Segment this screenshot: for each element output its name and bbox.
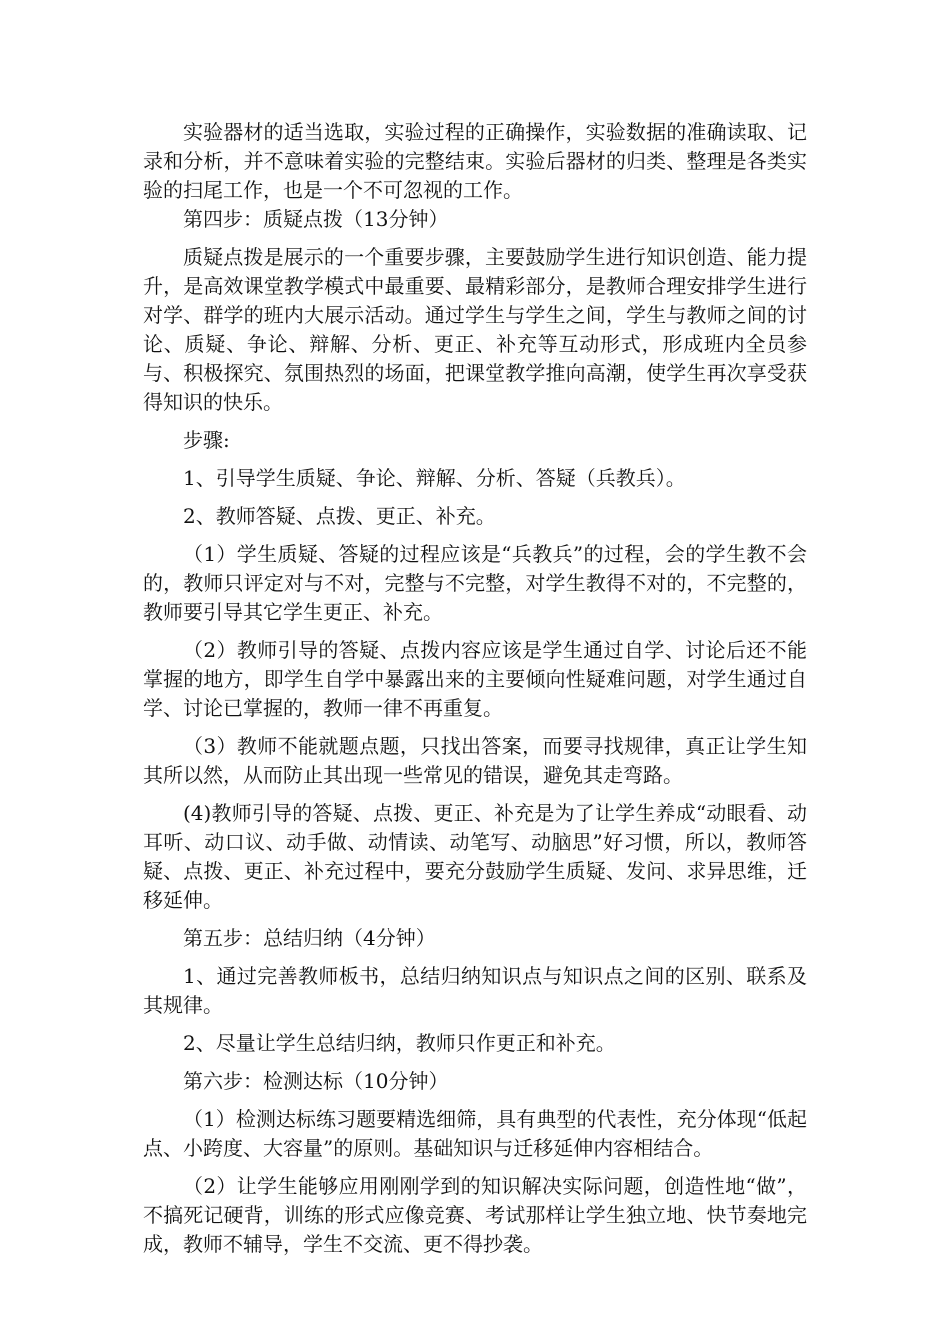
heading-step-four: 第四步：质疑点拨（13分钟） bbox=[183, 207, 449, 231]
paragraph-steps-label: 步骤: bbox=[183, 428, 230, 452]
paragraph-point-2: （2）教师引导的答疑、点拨内容应该是学生通过自学、讨论后还不能掌握的地方，即学生自学中暴露出来的主要倾向性疑难问题，对学生通过自学、讨论已掌握的，教师一律不再重复。 bbox=[143, 638, 807, 720]
paragraph-point-1: （1）学生质疑、答疑的过程应该是“兵教兵”的过程，会的学生教不会的，教师只评定对与不对，完整与不完整，对学生教得不对的，不完整的，教师要引导其它学生更正、补充。 bbox=[143, 542, 807, 624]
paragraph-point-4: (4)教师引导的答疑、点拨、更正、补充是为了让学生养成“动眼看、动耳听、动口议、动手做、动情读、动笔写、动脑思”好习惯，所以，教师答疑、点拨、更正、补充过程中，要充分鼓励学生质疑、发问、求异思维，迁移延伸。 bbox=[143, 801, 807, 912]
list-item-summary-1: 1、通过完善教师板书，总结归纳知识点与知识点之间的区别、联系及其规律。 bbox=[143, 964, 807, 1017]
heading-step-five: 第五步：总结归纳（4分钟） bbox=[183, 926, 436, 950]
list-item-step-2: 2、教师答疑、点拨、更正、补充。 bbox=[183, 504, 496, 528]
paragraph-point-3: （3）教师不能就题点题，只找出答案，而要寻找规律，真正让学生知其所以然，从而防止其出现一些常见的错误，避免其走弯路。 bbox=[143, 734, 807, 787]
list-item-step-1: 1、引导学生质疑、争论、辩解、分析、答疑（兵教兵）。 bbox=[183, 466, 686, 490]
paragraph-questioning-intro: 质疑点拨是展示的一个重要步骤，主要鼓励学生进行知识创造、能力提升，是高效课堂教学模式中最重要、最精彩部分，是教师合理安排学生进行对学、群学的班内大展示活动。通过学生与学生之间，学生与教师之间的讨论、质疑、争论、辩解、分析、更正、补充等互动形式，形成班内全员参与、积极探究、氛围热烈的场面，把课堂教学推向高潮，使学生再次享受获得知识的快乐。 bbox=[143, 245, 807, 414]
document-page bbox=[143, 118, 807, 1268]
paragraph-equipment-sorting: 实验器材的适当选取，实验过程的正确操作，实验数据的准确读取、记录和分析，并不意味着实验的完整结束。实验后器材的归类、整理是各类实验的扫尾工作，也是一个不可忽视的工作。 bbox=[143, 120, 807, 202]
heading-step-six: 第六步：检测达标（10分钟） bbox=[183, 1069, 449, 1093]
list-item-summary-2: 2、尽量让学生总结归纳，教师只作更正和补充。 bbox=[183, 1031, 616, 1055]
paragraph-test-point-2: （2）让学生能够应用刚刚学到的知识解决实际问题，创造性地“做”，不搞死记硬背，训练的形式应像竞赛、考试那样让学生独立地、快节奏地完成，教师不辅导，学生不交流、更不得抄袭。 bbox=[143, 1174, 807, 1256]
paragraph-test-point-1: （1）检测达标练习题要精选细筛，具有典型的代表性，充分体现“低起点、小跨度、大容量”的原则。基础知识与迁移延伸内容相结合。 bbox=[143, 1107, 807, 1160]
